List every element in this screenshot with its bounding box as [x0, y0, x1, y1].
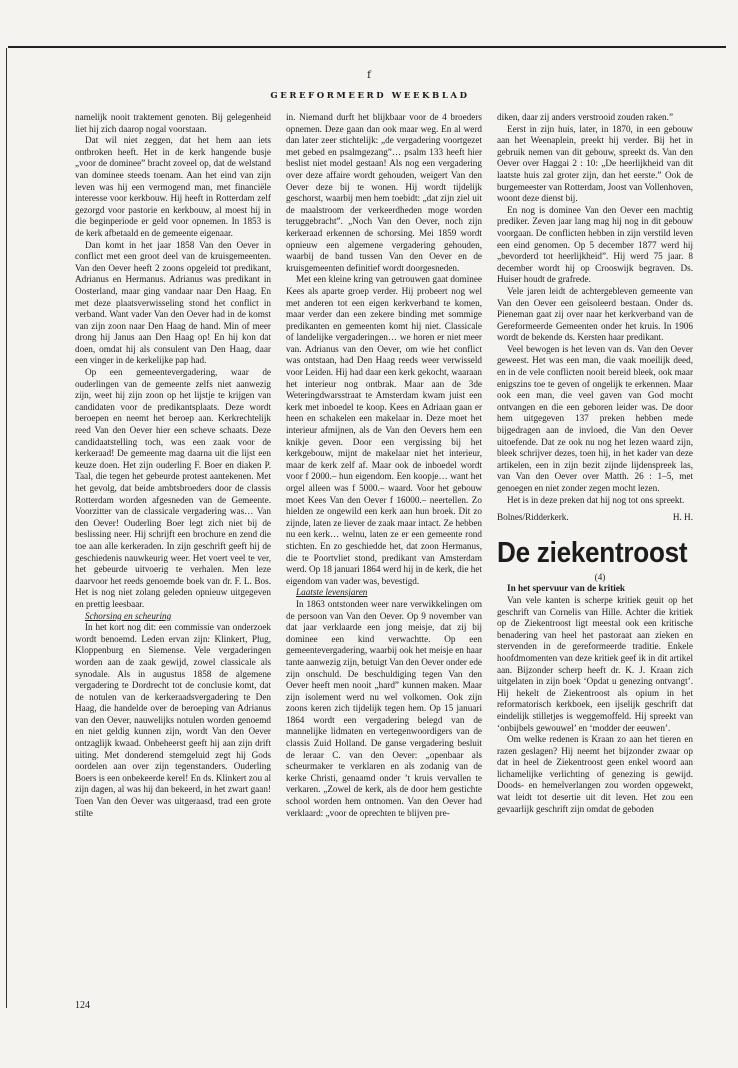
article-title-ziekentroost: De ziekentroost — [497, 536, 688, 569]
paragraph: Dat wil niet zeggen, dat het hem aan iets ontbroken heeft. Het in de kerk hangende busje „voor de dominee” bracht zoveel op, dat de welstand van dominee steeds toenam. Aan het eind van zijn leven was hij een vermogend man, met financiële interesse voor kerkbouw. Hij heeft in Rotterdam zelf gezorgd voor pastorie en kerkbouw, al moest hij in die beginperiode er geld voor opnemen. In 1853 is de kerk afbetaald en de gemeente eigenaar. — [75, 135, 271, 238]
paragraph: Van vele kanten is scherpe kritiek geuit op het geschrift van Cornelis van Hille. Achter die kritiek op de Ziekentroost ligt meestal ook een kritische benadering van heel het pastoraat aan zieken en stervenden in de gereformeerde traditie. Enkele hoofdmomenten van deze kritiek geef ik in dit artikel aan. Bijzonder scherp heeft dr. K. J. Kraan zich uitgelaten in zijn boek ‘Opdat u genezing ontvangt’. Hij hekelt de Ziekentroost als opium in het reformatorisch kerkboek, een ijselijk geschrift dat eindelijk stilletjes is weggemoffeld. Hij spreekt van ‘onbijbels gewouwel’ en ‘modder der eeuwen’. — [497, 594, 693, 733]
column-1 — [75, 112, 271, 819]
column-2 — [286, 112, 482, 819]
paragraph: Vele jaren leidt de achtergebleven gemeente van Van den Oever een geïsoleerd bestaan. Onder ds. Pieneman gaat zij over naar het kerkverband van de Gereformeerde Gemeenten onder het kruis. In 1906 wordt de bekende ds. Kersten haar predikant. — [497, 285, 693, 343]
article-subheading: In het spervuur van de kritiek — [507, 583, 626, 594]
section-heading-schorsing: Schorsing en scheuring — [85, 610, 172, 621]
section-heading-laatste-levensjaren: Laatste levensjaren — [296, 587, 368, 598]
paragraph: In 1863 ontstonden weer nare verwikkelingen om de persoon van Van den Oever. Op 9 november van dat jaar verklaarde een jong meisje, dat zij bij dominee een kind verwachtte. Op een gemeentevergadering, waarbij ook het meisje en haar tante aanwezig zijn, betuigt Van den Oever onder ede zijn onschuld. De beschuldiging tegen Van den Oever heeft men nooit „hard” kunnen maken. Maar zijn isolement werd nu wel volkomen. Ook zijn zoons keren zich tijdelijk tegen hem. Op 15 januari 1864 wordt een vergadering belegd van de mannelijke lidmaten en vertegenwoordigers van de classis Zuid Holland. De ganse vergadering besluit de leraar C. van den Oever: „openbaar als scheurmaker te verklaren en als zodanig van de kerke Christi, genaamd onder ’t kruis vervallen te verkaren. „Zowel de kerk, als de door hem gestichte school worden hem ontnomen. Van den Oever had verklaard: „voor de oprechten te blijven pre- — [286, 598, 483, 818]
page-number: 124 — [75, 1000, 90, 1011]
folio-mark: f — [367, 70, 371, 81]
paragraph: Veel bewogen is het leven van ds. Van den Oever geweest. Het was een man, die vaak moeilijk deed, en in de vele conflicten nooit bereid bleek, ook maar enigszins toe te geven of ongelijk te erkennen. Maar ook een man, die veel gaven van God mocht ontvangen en die een geboren leider was. De door hem uitgegeven 137 preken hebben mede bijgedragen aan de invloed, die Van den Oever uitoefende. Dat ze ook nu nog het lezen waard zijn, bleek schrijver dezes, toen hij, in het kader van deze artikelen, een in zijn bezit zijnde lijdenspreek las, van Van den Oever over Matth. 26 : 1–5, met genoegen en niet zonder zegen mocht lezen. — [497, 343, 693, 493]
paragraph: diken, daar zij anders verstrooid zouden raken.” — [497, 112, 674, 122]
paragraph: namelijk nooit traktement genoten. Bij gelegenheid liet hij zich daarop nogal voorstaan. — [75, 112, 271, 134]
page-edge — [6, 48, 7, 1008]
signature — [497, 512, 693, 524]
signature-initials: H. H. — [672, 512, 693, 523]
article-number: (4) — [594, 571, 606, 582]
paragraph: Eerst in zijn huis, later, in 1870, in een gebouw aan het Weenaplein, preekt hij verder. Bij het in gebruik nemen van dit gebouw, spreekt ds. Van den Oever over Haggai 2 : 10: „De heerlijkheid van dit laatste huis zal groter zijn, dan het eerste.” Ook de burgemeester van Rotterdam, Joost van Vollenhoven, woont deze dienst bij. — [497, 123, 693, 204]
signature-place: Bolnes/Ridderkerk. — [497, 512, 569, 523]
top-rule — [8, 46, 726, 48]
running-head: GEREFORMEERD WEEKBLAD — [270, 91, 470, 101]
paragraph: Om welke redenen is Kraan zo aan het tieren en razen geslagen? Hij neemt het bijzonder zwaar op dat in heel de Ziekentroost geen enkel woord aan lichamelijke verlichting of genezing is gewijd. Doods- en hemelverlangen zou worden opgewekt, wat leidt tot desertie uit dit leven. Het zou een gevaarlijk geschrift zijn omdat de geboden — [497, 734, 693, 814]
paragraph: En nog is dominee Van den Oever een machtig prediker. Zeven jaar lang mag hij nog in dit gebouw voorgaan. De conflicten hebben in zijn verstild leven een eind genomen. Op 5 december 1877 werd hij „bevorderd tot heerlijkheid”. Hij werd 75 jaar. 8 december wordt hij op Crooswijk begraven. Ds. Huiser houdt de grafrede. — [497, 204, 693, 285]
paragraph: In het kort nog dit: een commissie van onderzoek wordt benoemd. Leden ervan zijn: Klinkert, Plug, Kloppenburg en Siemense. Vele vergaderingen worden aan de zaak gewijd, zowel classicale als synodale. Als in augustus 1858 de algemene vergadering te Dordrecht tot de conclusie komt, dat de notulen van de kerkeraadsvergadering te Den Haag, die handelde over de beroeping van Adrianus van den Oever, nauwelijks notulen worden genoemd en niet geldig kunnen zijn, wordt Van den Oever ontzaglijk kwaad. Onbeheerst geeft hij aan zijn drift uiting. Met donderend stemgeluid zegt hij Gods oordelen aan over zijn tegenstanders. Ouderling Boers is een onbekeerde kerel! En ds. Klinkert zou al zijn dagen, al was hij dan bekeerd, in het zwart gaan! Toen Van den Oever was uitgeraasd, trad een grote stilte — [75, 622, 271, 818]
paragraph: Dan komt in het jaar 1858 Van den Oever in conflict met een groot deel van de kruisgemeenten. Van den Oever heeft 2 zoons opgeleid tot predikant, Adrianus en Hermanus. Adrianus was predikant in Oosterland, maar ging vandaar naar Den Haag. En met deze plaatsverwisseling stond het conflict in verband. Want vader Van den Oever had in de komst van zijn zoon naar Den Haag de hand. Min of meer drong hij Janus aan Den Haag op! En hij kon dat doen, omdat hij als consulent van Den Haag, daar een vinger in de kerkelijke pap had. — [75, 239, 271, 366]
paragraph: Het is in deze preken dat hij nog tot ons spreekt. — [507, 494, 685, 505]
column-3 — [497, 112, 693, 815]
paragraph: Op een gemeentevergadering, waar de ouderlingen van de gemeente zelfs niet aanwezig zijn, weet hij zijn zoon op het lijstje te krijgen van candidaten voor de predikantsplaats. Deze wordt beroepen en neemt het beroep aan. Kerkrechtelijk reed Van den Oever hier een scheve schaats. Deze candidaatstelling toch, was een zaak voor de kerkeraad! De gemeente mag daarna uit die lijst een keuze doen. Het zijn ouderling F. Boer en diaken P. Taal, die tegen het gebeurde protest aantekenen. Met het gevolg, dat beide ambtsbroeders door de classis Rotterdam worden afgesneden van de Gemeente. Voorzitter van de classicale vergadering was… Van den Oever! Ouderling Boer legt zich niet bij de beslissing neer. Hij schrijft een brochure en zend die toe aan alle kerkeraden. In zijn geschrift geeft hij de geschiedenis nauwkeurig weer. Het voert veel te ver, het gebeurde uitvoerig te verhalen. Men leze daarvoor het reeds genoemde boek van dr. F. L. Bos. Het is nog niet zolang geleden opnieuw uitgegeven en prettig leesbaar. — [75, 367, 271, 609]
paragraph: Met een kleine kring van getrouwen gaat dominee Kees als aparte groep verder. Hij probeert nog wel met anderen tot een eigen kerkverband te komen, maar verder dan een zekere binding met sommige predikanten en gemeenten komt hij niet. Classicale of landelijke vergaderingen… we horen er niet meer van. Adrianus van den Oever, om wie het conflict was ontstaan, had Den Haag reeds weer verwisseld voor Leiden. Hij had daar een kerk gekocht, waaraan het interieur nog ontbrak. Maar aan de 3de Weteringdwarsstraat te Amsterdam kwam juist een kerk met inboedel te koop. Kees en Adriaan gaan er heen en schakelen een makelaar in. Deze moet het interieur afmijnen, als de Van den Oevers hem een knikje geven. Door een vergissing bij het kerkgebouw, mijnt de makelaar niet het interieur, maar de kerk zelf af. Maar ook de inboedel wordt voor f 2000.– hun eigendom. Een koopje… want het orgel alleen was f 5000.– waard. Voor het gebouw moet Kees Van den Oever f 16000.– neertellen. Zo hielden ze ongewild een kerk aan hun broek. Dit zo zijnde, laten ze liever de zaak maar intact. Ze hebben nu een kerk… welnu, laten ze er een gemeente rond stichten. En zo geschiedde het, dat zoon Hermanus, die te Poortvliet stond, predikant van Amsterdam werd. Op 18 januari 1864 werd hij in de kerk, die het eigendom van vader was, bevestigd. — [286, 274, 482, 586]
paragraph: in. Niemand durft het blijkbaar voor de 4 broeders opnemen. Deze gaan dan ook maar weg. En al werd dan later zeer stichtelijk: „de vergadering voortgezet met gebed en psalmgezang”… psalm 133 heeft hier beslist niet model gestaan! Als nog een vergadering over deze affaire wordt gehouden, weigert Van den Oever deze bij te wonen. Hij wordt tijdelijk geschorst, waarbij men hem toebidt: „dat zijn ziel uit de maalstroom der verkeerdheden moge worden teruggebracht”. „Noch Van den Oever, noch zijn kerkeraad erkennen de schorsing. Mei 1859 wordt opnieuw een algemene vergadering gehouden, waarbij de band tussen Van den Oever en de kruisgemeenten definitief wordt doorgesneden. — [286, 112, 482, 273]
